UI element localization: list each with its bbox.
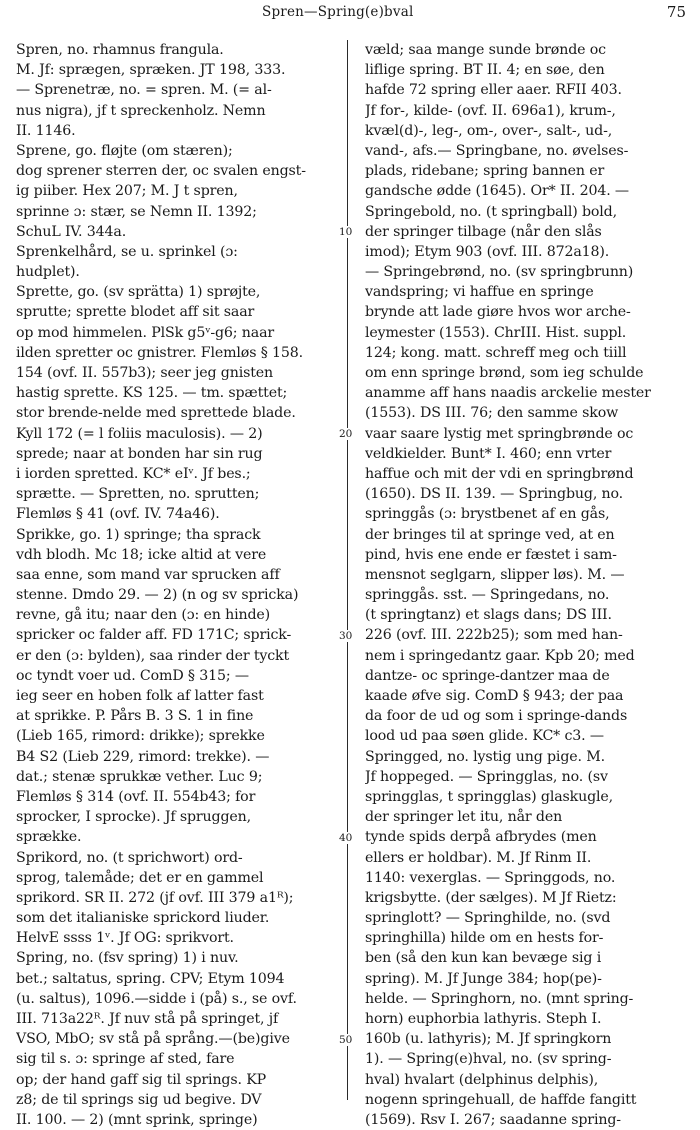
text-line: Kyll 172 (= l foliis maculosis). — 2) — [16, 425, 263, 442]
text-line: horn) euphorbia lathyris. Steph I. — [365, 1011, 602, 1027]
text-line: Sprene, go. fløjte (om stæren); — [16, 142, 233, 159]
right-column — [365, 40, 683, 1130]
text-line: haffue och mit der vdi en springbrønd — [365, 465, 634, 482]
text-line: der bringes til at springe ved, at en — [365, 526, 615, 543]
text-line: sprække. — [16, 829, 82, 846]
text-line: kaade øfve sig. ComD § 943; der paa — [365, 688, 624, 704]
text-line: saa enne, som mand var sprucken aff — [16, 566, 280, 583]
text-line: væld; saa mange sunde brønde oc — [365, 42, 606, 58]
text-line: op; der hand gaff sig til springs. KP — [16, 1071, 267, 1088]
text-line: om enn springe brønd, som ieg schulde — [365, 365, 644, 381]
text-line: veldkielder. Bunt* I. 460; enn vrter — [365, 445, 612, 462]
text-line: (t springtanz) et slags dans; DS III. — [365, 607, 612, 624]
text-line: springhilla) hilde om en hests for- — [365, 930, 604, 947]
text-line: stenne. Dmdo 29. — 2) (n og sv spricka) — [16, 587, 299, 604]
text-line: der springer let itu, når den — [365, 809, 563, 826]
text-line: sprætte. — Spretten, no. sprutten; — [16, 486, 260, 503]
text-line: tynde spids derpå afbrydes (men — [365, 829, 597, 846]
line-number: 10 — [339, 226, 359, 238]
text-line: liflige spring. BT II. 4; en søe, den — [365, 62, 605, 79]
text-line: Sprikord, no. (t sprichwort) ord- — [16, 849, 243, 866]
text-line: stor brende-nelde med sprettede blade. — [16, 405, 296, 422]
text-line: i iorden spretted. KC* eIᵛ. Jf bes.; — [16, 465, 251, 482]
text-line: 160b (u. lathyris); M. Jf springkorn — [365, 1031, 612, 1048]
text-line: Sprette, go. (sv sprätta) 1) sprøjte, — [16, 284, 261, 301]
text-line: HelvE ssss 1ᵛ. Jf OG: sprikvort. — [16, 930, 234, 947]
text-line: der springer tilbage (når den slås — [365, 223, 602, 240]
page-number: 75 — [666, 3, 686, 21]
text-line: (1569). Rsv I. 267; saadanne spring- — [365, 1111, 621, 1128]
text-line: 226 (ovf. III. 222b25); som med han- — [365, 627, 623, 644]
text-line: (Lieb 165, rimord: drikke); sprekke — [16, 728, 265, 745]
text-line: ellers er holdbar). M. Jf Rinm II. — [365, 849, 592, 866]
text-line: springgås (ɔ: brystbenet af en gås, — [365, 506, 610, 523]
text-line: imod); Etym 903 (ovf. III. 872a18). — [365, 243, 610, 260]
text-line: Spring, no. (fsv spring) 1) i nuv. — [16, 950, 239, 967]
text-line: hudplet). — [16, 264, 80, 281]
text-line: dat.; stenæ sprukkæ vether. Luc 9; — [16, 768, 263, 785]
text-line: ben (så den kun kan bevæge sig i — [365, 950, 602, 967]
text-line: lood ud paa søen glide. KC* c3. — — [365, 728, 604, 745]
text-line: II. 1146. — [16, 122, 76, 139]
text-line: sig til s. ɔ: springe af sted, fare — [16, 1051, 235, 1068]
text-line: II. 100. — 2) (mnt sprink, springe) — [16, 1111, 258, 1128]
text-line: op mod himmelen. PlSk g5ᵛ-g6; naar — [16, 324, 275, 341]
text-line: hafde 72 spring eller aaer. RFII 403. — [365, 82, 622, 99]
text-line: spricker oc falder aff. FD 171C; sprick- — [16, 627, 292, 644]
text-line: kvæl(d)-, leg-, om-, over-, salt-, ud-, — [365, 122, 613, 139]
text-line: 154 (ovf. II. 557b3); seer jeg gnisten — [16, 365, 274, 381]
text-line: Spren, no. rhamnus frangula. — [16, 42, 224, 58]
text-line: z8; de til springs sig ud begive. DV — [16, 1091, 262, 1108]
text-line: brynde att lade giøre hvos wor arche- — [365, 304, 631, 321]
text-line: nus nigra), jf t spreckenholz. Nemn — [16, 102, 266, 119]
text-line: pind, hvis ene ende er fæstet i sam- — [365, 546, 617, 563]
text-line: sprikord. SR II. 272 (jf ovf. III 379 a1ᴿ); — [16, 889, 294, 906]
line-number: 50 — [339, 1034, 359, 1046]
text-line: Sprenkelhård, se u. sprinkel (ɔ: — [16, 243, 238, 260]
text-line: revne, gå itu; naar den (ɔ: en hinde) — [16, 607, 271, 624]
line-number: 40 — [339, 832, 359, 844]
text-line: 1140: vexerglas. — Springgods, no. — [365, 869, 616, 886]
text-line: VSO, MbO; sv stå på språng.—(be)give — [16, 1031, 290, 1048]
text-line: vaar saare lystig met springbrønde oc — [365, 425, 634, 442]
text-line: vandspring; vi haffue en springe — [365, 284, 594, 301]
text-line: Sprikke, go. 1) springe; tha sprack — [16, 526, 261, 543]
text-line: springgås. sst. — Springedans, no. — [365, 587, 610, 604]
text-line: (u. saltus), 1096.—sidde i (på) s., se ovf. — [16, 990, 297, 1007]
text-line: nem i springedantz gaar. Kpb 20; med — [365, 647, 635, 664]
text-line: sprutte; sprette blodet aff sit saar — [16, 304, 255, 321]
text-line: mensnot seglgarn, slipper løs). M. — — [365, 566, 625, 583]
left-column — [16, 40, 334, 1130]
running-head — [0, 4, 700, 30]
text-line: vand-, afs.— Springbane, no. øvelses- — [365, 142, 629, 159]
text-line: sprog, talemåde; det er en gammel — [16, 869, 264, 886]
text-line: hastig sprette. KS 125. — tm. spættet; — [16, 385, 288, 402]
text-line: (1553). DS III. 76; den samme skow — [365, 405, 619, 422]
text-line: oc tyndt voer ud. ComD § 315; — — [16, 667, 249, 684]
text-line: er den (ɔ: bylden), saa rinder der tyckt — [16, 647, 290, 664]
text-line: springlott? — Springhilde, no. (svd — [365, 910, 611, 927]
text-line: helde. — Springhorn, no. (mnt spring- — [365, 990, 634, 1007]
text-line: 124; kong. matt. schreff meg och tiill — [365, 344, 627, 361]
text-line: Jf for-, kilde- (ovf. II. 696a1), krum-, — [365, 102, 616, 119]
text-line: — Sprenetræ, no. = spren. M. (= al- — [16, 82, 272, 99]
text-line: ilden spretter oc gnistrer. Flemløs § 158. — [16, 344, 303, 361]
text-line: B4 S2 (Lieb 229, rimord: trekke). — — [16, 748, 270, 765]
text-line: at sprikke. P. Pårs B. 3 S. 1 in fine — [16, 708, 254, 725]
text-line: hval) hvalart (delphinus delphis), — [365, 1071, 599, 1088]
text-line: ieg seer en hoben folk af latter fast — [16, 688, 264, 704]
text-line: SchuL IV. 344a. — [16, 223, 127, 240]
running-head-title: Spren—Spring(e)bval — [262, 4, 414, 20]
text-line: vdh blodh. Mc 18; icke altid at vere — [16, 546, 267, 563]
text-line: plads, ridebane; spring bannen er — [365, 163, 605, 180]
text-line: dantze- oc springe-dantzer maa de — [365, 667, 610, 684]
text-line: som det italianiske sprickord liuder. — [16, 910, 270, 927]
text-line: 1). — Spring(e)hval, no. (sv spring- — [365, 1051, 612, 1068]
text-line: springglas, t springglas) glaskugle, — [365, 788, 614, 805]
text-line: — Springebrønd, no. (sv springbrunn) — [365, 264, 634, 281]
text-line: III. 713a22ᴿ. Jf nuv stå på springet, jf — [16, 1011, 279, 1027]
line-number: 30 — [339, 630, 359, 642]
text-line: leymester (1553). ChrIII. Hist. suppl. — [365, 324, 627, 341]
text-line: dog sprener sterren der, oc svalen engst- — [16, 163, 306, 180]
text-line: (1650). DS II. 139. — Springbug, no. — [365, 486, 624, 503]
text-line: gandsche ødde (1645). Or* II. 204. — — [365, 183, 629, 200]
text-line: Springebold, no. (t springball) bold, — [365, 203, 617, 220]
text-line: nogenn springehuall, de haffde fangitt — [365, 1091, 637, 1108]
text-line: krigsbytte. (der sælges). M Jf Rietz: — [365, 889, 617, 906]
text-line: sprede; naar at bonden har sin rug — [16, 445, 263, 462]
text-line: bet.; saltatus, spring. CPV; Etym 1094 — [16, 970, 285, 987]
text-line: sprinne ɔ: stær, se Nemn II. 1392; — [16, 203, 257, 220]
text-line: ig piiber. Hex 207; M. J t spren, — [16, 183, 238, 200]
text-line: Springged, no. lystig ung pige. M. — [365, 748, 605, 765]
text-line: Flemløs § 314 (ovf. II. 554b43; for — [16, 788, 256, 805]
line-number: 20 — [339, 428, 359, 440]
text-line: spring). M. Jf Junge 384; hop(pe)- — [365, 970, 602, 987]
text-line: Jf hoppeged. — Springglas, no. (sv — [365, 768, 608, 785]
text-line: sprocker, I sprocke). Jf spruggen, — [16, 809, 251, 826]
text-line: da foor de ud og som i springe-dands — [365, 708, 628, 725]
text-line: M. Jf: sprægen, spræken. JT 198, 333. — [16, 62, 286, 79]
text-line: anamme aff hans naadis arckelie mester — [365, 385, 651, 402]
column-rule — [347, 40, 348, 1100]
text-line: Flemløs § 41 (ovf. IV. 74a46). — [16, 506, 220, 523]
